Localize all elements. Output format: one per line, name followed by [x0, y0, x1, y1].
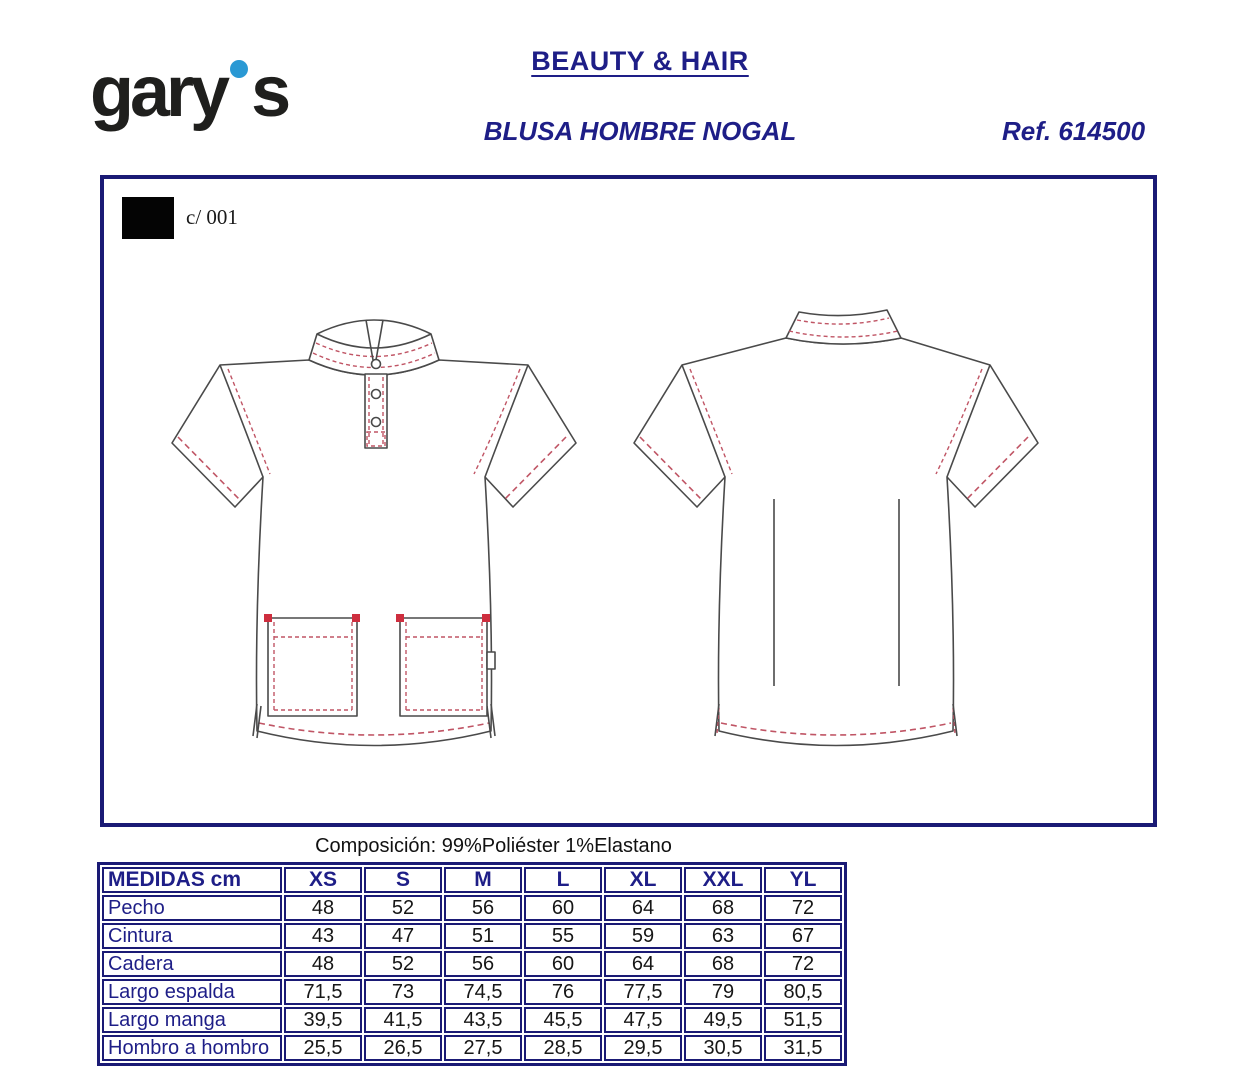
category-title: BEAUTY & HAIR	[531, 46, 749, 76]
measurement-label: Hombro a hombro	[102, 1035, 282, 1061]
measurement-value: 26,5	[364, 1035, 442, 1061]
measurements-table	[97, 862, 847, 1066]
measurement-value: 68	[684, 895, 762, 921]
measurement-value: 47	[364, 923, 442, 949]
measurement-row	[102, 1007, 842, 1033]
measurement-value: 29,5	[604, 1035, 682, 1061]
measurement-value: 51	[444, 923, 522, 949]
measurement-label: Largo espalda	[102, 979, 282, 1005]
measurement-value: 79	[684, 979, 762, 1005]
measurement-value: 48	[284, 895, 362, 921]
product-title: BLUSA HOMBRE NOGAL	[483, 116, 797, 146]
size-table-body	[102, 895, 842, 1061]
color-swatch-label: c/ 001	[186, 205, 238, 229]
measurement-row	[102, 951, 842, 977]
measurement-value: 60	[524, 951, 602, 977]
measurement-value: 72	[764, 895, 842, 921]
measurement-value: 52	[364, 895, 442, 921]
measurement-row	[102, 895, 842, 921]
size-table-header-row	[102, 867, 842, 893]
measurement-label: Cadera	[102, 951, 282, 977]
measurement-value: 64	[604, 951, 682, 977]
measurement-value: 71,5	[284, 979, 362, 1005]
measurement-value: 76	[524, 979, 602, 1005]
measurement-value: 77,5	[604, 979, 682, 1005]
measurement-value: 52	[364, 951, 442, 977]
measurement-value: 74,5	[444, 979, 522, 1005]
size-column-header: L	[524, 867, 602, 893]
color-swatch	[122, 197, 174, 239]
measures-unit-header: MEDIDAS cm	[102, 867, 282, 893]
measurement-value: 43	[284, 923, 362, 949]
size-column-header: XS	[284, 867, 362, 893]
size-column-header: YL	[764, 867, 842, 893]
technical-drawing-box	[100, 175, 1157, 827]
measurement-value: 30,5	[684, 1035, 762, 1061]
measurement-label: Largo manga	[102, 1007, 282, 1033]
measurement-value: 56	[444, 951, 522, 977]
measurement-value: 41,5	[364, 1007, 442, 1033]
measurement-value: 55	[524, 923, 602, 949]
measurement-value: 27,5	[444, 1035, 522, 1061]
size-column-header: XXL	[684, 867, 762, 893]
measurement-value: 56	[444, 895, 522, 921]
logo-text-post: s	[251, 52, 288, 132]
measurement-value: 25,5	[284, 1035, 362, 1061]
measurement-value: 64	[604, 895, 682, 921]
measurement-value: 63	[684, 923, 762, 949]
measurement-value: 72	[764, 951, 842, 977]
measurement-value: 31,5	[764, 1035, 842, 1061]
measurement-label: Pecho	[102, 895, 282, 921]
size-column-header: XL	[604, 867, 682, 893]
size-column-header: S	[364, 867, 442, 893]
measurement-value: 49,5	[684, 1007, 762, 1033]
measurement-value: 39,5	[284, 1007, 362, 1033]
measurement-value: 67	[764, 923, 842, 949]
measurement-value: 28,5	[524, 1035, 602, 1061]
garment-front-view-drawing	[167, 304, 577, 764]
logo-text-pre: gary	[90, 52, 227, 132]
measurement-row	[102, 923, 842, 949]
measurement-value: 43,5	[444, 1007, 522, 1033]
brand-logo	[90, 52, 288, 132]
measurement-value: 60	[524, 895, 602, 921]
logo-dot-icon	[230, 60, 248, 78]
measurement-value: 80,5	[764, 979, 842, 1005]
measurement-row	[102, 1035, 842, 1061]
garment-back-view-drawing	[629, 304, 1039, 764]
measurement-row	[102, 979, 842, 1005]
measurement-value: 48	[284, 951, 362, 977]
reference-number: Ref. 614500	[1002, 116, 1146, 146]
size-column-header: M	[444, 867, 522, 893]
composition-text: Composición: 99%Poliéster 1%Elastano	[315, 835, 672, 857]
measurement-value: 59	[604, 923, 682, 949]
measurement-value: 47,5	[604, 1007, 682, 1033]
measurement-value: 51,5	[764, 1007, 842, 1033]
measurement-value: 68	[684, 951, 762, 977]
measurement-value: 45,5	[524, 1007, 602, 1033]
measurement-value: 73	[364, 979, 442, 1005]
measurement-label: Cintura	[102, 923, 282, 949]
